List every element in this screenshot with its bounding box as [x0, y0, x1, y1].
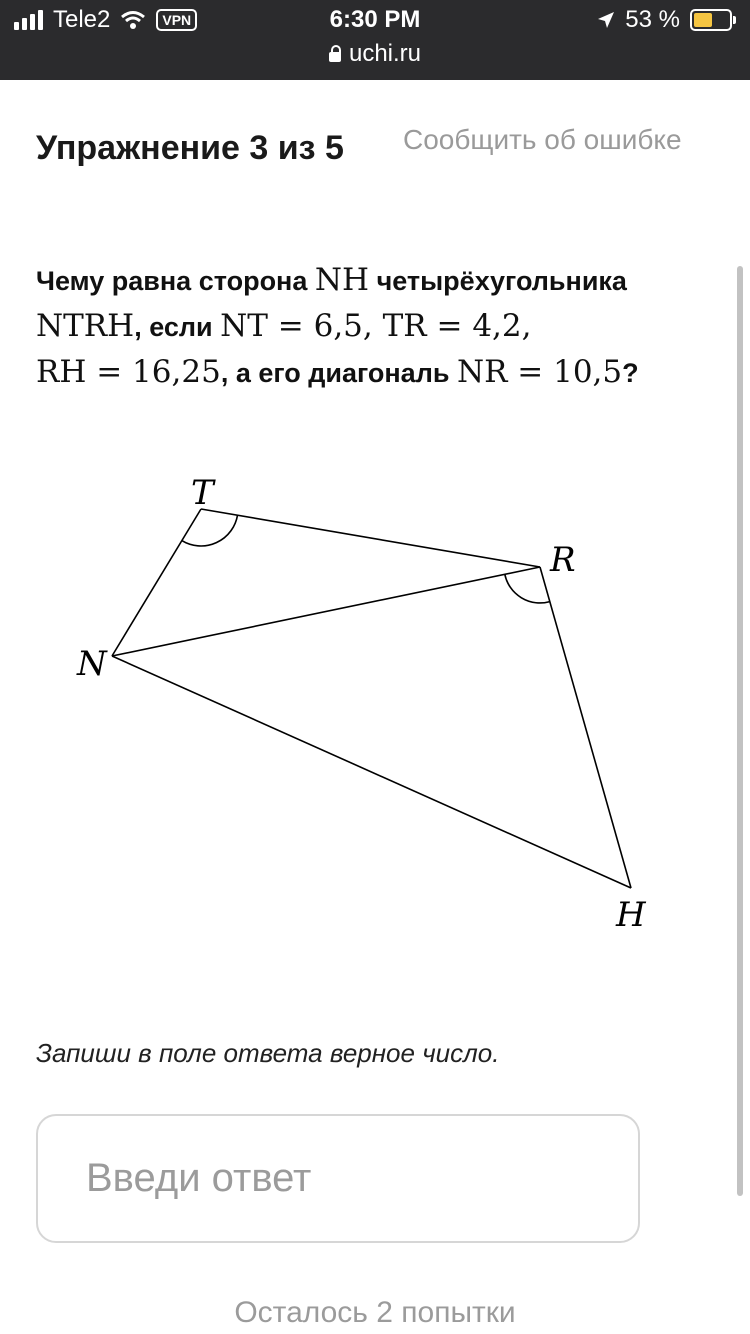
location-arrow-icon: [597, 11, 615, 29]
vertex-label-t: T: [191, 473, 214, 513]
carrier-label: Tele2: [53, 6, 111, 33]
lock-icon: [329, 52, 341, 62]
status-right: [597, 6, 732, 34]
answer-input[interactable]: [36, 1114, 640, 1243]
math-expression: NR = 10,5: [456, 354, 623, 390]
quadrilateral-figure: [60, 460, 680, 950]
question-part: ?: [622, 358, 639, 388]
scrollbar[interactable]: [737, 266, 743, 1196]
vertex-label-n: N: [77, 644, 107, 684]
question-part: , если: [134, 312, 221, 342]
side-nt: [112, 509, 201, 656]
math-expression: NTRH: [36, 308, 135, 344]
angle-arc-t: [182, 515, 238, 546]
side-tr: [201, 509, 540, 567]
question-text: [36, 258, 716, 396]
battery-icon: [690, 9, 732, 31]
vpn-badge: VPN: [156, 9, 197, 31]
math-expression: RH = 16,25: [36, 354, 221, 390]
vertex-label-h: H: [616, 895, 646, 935]
question-part: четырёхугольника: [369, 266, 627, 296]
address-bar[interactable]: [0, 40, 750, 68]
status-bar: [0, 0, 750, 80]
url-text: uchi.ru: [348, 40, 422, 67]
side-rh: [540, 567, 631, 888]
report-error-link[interactable]: Сообщить об ошибке: [403, 124, 682, 155]
exercise-title: Упражнение 3 из 5: [36, 129, 344, 167]
attempts-remaining: Осталось 2 попытки: [234, 1296, 516, 1329]
answer-hint: Запиши в поле ответа верное число.: [36, 1038, 500, 1068]
math-expression: NH: [314, 262, 370, 298]
math-expression: NT = 6,5, TR = 4,2,: [220, 308, 532, 344]
side-nh: [112, 656, 631, 888]
diagonal-nr: [112, 567, 540, 656]
clock: 6:30 PM: [329, 6, 421, 33]
question-part: Чему равна сторона: [36, 266, 315, 296]
vertex-label-r: R: [550, 540, 576, 580]
battery-percent: 53 %: [625, 6, 680, 33]
question-part: , а его диагональ: [220, 358, 457, 388]
